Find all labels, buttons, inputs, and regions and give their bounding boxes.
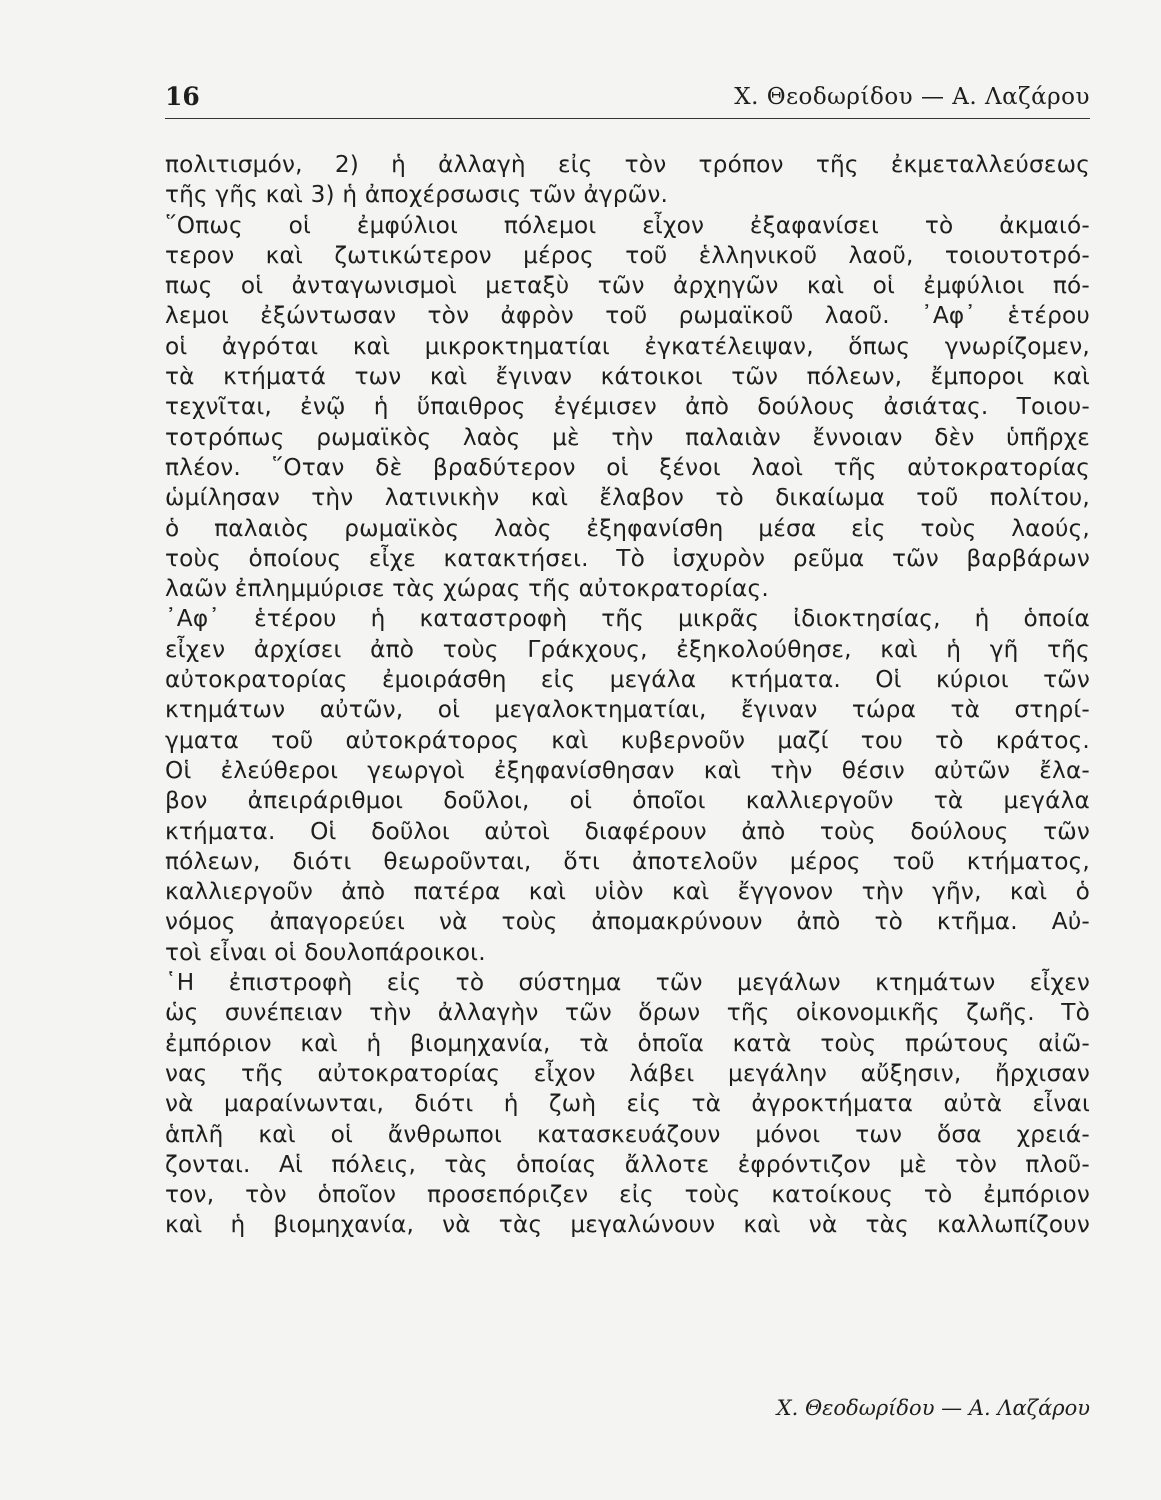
text-line: κτημάτων αὐτῶν, οἱ μεγαλοκτηματίαι, ἔγιναν τώρα τὰ στηρί- — [165, 696, 1090, 724]
footer-signature: Χ. Θεοδωρίδου — Α. Λαζάρου — [776, 1396, 1090, 1420]
text-line: νόμος ἀπαγορεύει νὰ τοὺς ἀπομακρύνουν ἀπὸ τὸ κτῆμα. Αὐ- — [165, 908, 1090, 936]
text-line: πως οἱ ἀνταγωνισμοὶ μεταξὺ τῶν ἀρχηγῶν καὶ οἱ ἐμφύλιοι πό- — [165, 272, 1090, 300]
text-line: τον, τὸν ὁποῖον προσεπόριζεν εἰς τοὺς κατοίκους τὸ ἐμπόριον — [165, 1181, 1090, 1209]
text-line: τοτρόπως ρωμαϊκὸς λαὸς μὲ τὴν παλαιὰν ἔννοιαν δὲν ὑπῆρχε — [165, 423, 1090, 451]
text-line: βον ἀπειράριθμοι δοῦλοι, οἱ ὁποῖοι καλλιεργοῦν τὰ μεγάλα — [165, 787, 1090, 815]
text-line: τῆς γῆς καὶ 3) ἡ ἀποχέρσωσις τῶν ἀγρῶν. — [165, 181, 669, 209]
text-line: τὰ κτήματά των καὶ ἔγιναν κάτοικοι τῶν πόλεων, ἔμποροι καὶ — [165, 363, 1090, 391]
text-line: γματα τοῦ αὐτοκράτορος καὶ κυβερνοῦν μαζί του τὸ κράτος. — [165, 726, 1090, 754]
text-line: ῾Η ἐπιστροφὴ εἰς τὸ σύστημα τῶν μεγάλων κτημάτων εἶχεν — [165, 969, 1090, 997]
text-line: τοὺς ὁποίους εἶχε κατακτήσει. Τὸ ἰσχυρὸν ρεῦμα τῶν βαρβάρων — [165, 544, 1090, 572]
body-text — [165, 150, 1090, 1241]
text-line: κτήματα. Οἱ δοῦλοι αὐτοὶ διαφέρουν ἀπὸ τοὺς δούλους τῶν — [165, 817, 1090, 845]
text-line: ζονται. Αἱ πόλεις, τὰς ὁποίας ἄλλοτε ἐφρόντιζον μὲ τὸν πλοῦ- — [165, 1150, 1090, 1178]
text-line: ὁ παλαιὸς ρωμαϊκὸς λαὸς ἐξηφανίσθη μέσα εἰς τοὺς λαούς, — [165, 514, 1090, 542]
text-line: ὡμίλησαν τὴν λατινικὴν καὶ ἔλαβον τὸ δικαίωμα τοῦ πολίτου, — [165, 484, 1090, 512]
text-line: ᾿Αφ᾿ ἑτέρου ἡ καταστροφὴ τῆς μικρᾶς ἰδιοκτησίας, ἡ ὁποία — [165, 605, 1090, 633]
text-line: ἁπλῆ καὶ οἱ ἄνθρωποι κατασκευάζουν μόνοι των ὅσα χρειά- — [165, 1120, 1090, 1148]
text-line: τοὶ εἶναι οἱ δουλοπάροικοι. — [165, 938, 486, 966]
text-line: λεμοι ἐξώντωσαν τὸν ἀφρὸν τοῦ ρωμαϊκοῦ λαοῦ. ᾿Αφ᾿ ἑτέρου — [165, 302, 1090, 330]
text-line: ἐμπόριον καὶ ἡ βιομηχανία, τὰ ὁποῖα κατὰ τοὺς πρώτους αἰῶ- — [165, 1029, 1090, 1057]
text-line: ῞Οπως οἱ ἐμφύλιοι πόλεμοι εἶχον ἐξαφανίσει τὸ ἀκμαιό- — [165, 211, 1090, 239]
text-line: πολιτισμόν, 2) ἡ ἀλλαγὴ εἰς τὸν τρόπον τῆς ἐκμεταλλεύσεως — [165, 151, 1090, 178]
page-number: 16 — [165, 82, 200, 111]
text-line: εἶχεν ἀρχίσει ἀπὸ τοὺς Γράκχους, ἐξηκολούθησε, καὶ ἡ γῆ τῆς — [165, 635, 1090, 663]
text-line: καὶ ἡ βιομηχανία, νὰ τὰς μεγαλώνουν καὶ νὰ τὰς καλλωπίζουν — [165, 1211, 1090, 1239]
page-header — [165, 82, 1090, 119]
running-head: Χ. Θεοδωρίδου — Α. Λαζάρου — [734, 84, 1090, 110]
text-line: οἱ ἀγρόται καὶ μικροκτηματίαι ἐγκατέλειψαν, ὅπως γνωρίζομεν, — [165, 332, 1090, 360]
text-line: πόλεων, διότι θεωροῦνται, ὅτι ἀποτελοῦν μέρος τοῦ κτήματος, — [165, 847, 1090, 875]
text-line: νας τῆς αὐτοκρατορίας εἶχον λάβει μεγάλην αὔξησιν, ἤρχισαν — [165, 1059, 1090, 1087]
text-line: αὐτοκρατορίας ἐμοιράσθη εἰς μεγάλα κτήματα. Οἱ κύριοι τῶν — [165, 666, 1090, 694]
text-line: νὰ μαραίνωνται, διότι ἡ ζωὴ εἰς τὰ ἀγροκτήματα αὐτὰ εἶναι — [165, 1090, 1090, 1118]
text-line: καλλιεργοῦν ἀπὸ πατέρα καὶ υἱὸν καὶ ἔγγονον τὴν γῆν, καὶ ὁ — [165, 878, 1090, 906]
text-line: πλέον. ῞Οταν δὲ βραδύτερον οἱ ξένοι λαοὶ τῆς αὐτοκρατορίας — [165, 453, 1090, 481]
text-line: ὡς συνέπειαν τὴν ἀλλαγὴν τῶν ὅρων τῆς οἰκονομικῆς ζωῆς. Τὸ — [165, 999, 1090, 1027]
text-line: τερον καὶ ζωτικώτερον μέρος τοῦ ἑλληνικοῦ λαοῦ, τοιουτοτρό- — [165, 241, 1090, 269]
text-line: λαῶν ἐπλημμύρισε τὰς χώρας τῆς αὐτοκρατορίας. — [165, 575, 769, 603]
text-line: τεχνῖται, ἐνῷ ἡ ὕπαιθρος ἐγέμισεν ἀπὸ δούλους ἀσιάτας. Τοιου- — [165, 393, 1090, 421]
text-line: Οἱ ἐλεύθεροι γεωργοὶ ἐξηφανίσθησαν καὶ τὴν θέσιν αὐτῶν ἔλα- — [165, 756, 1090, 784]
